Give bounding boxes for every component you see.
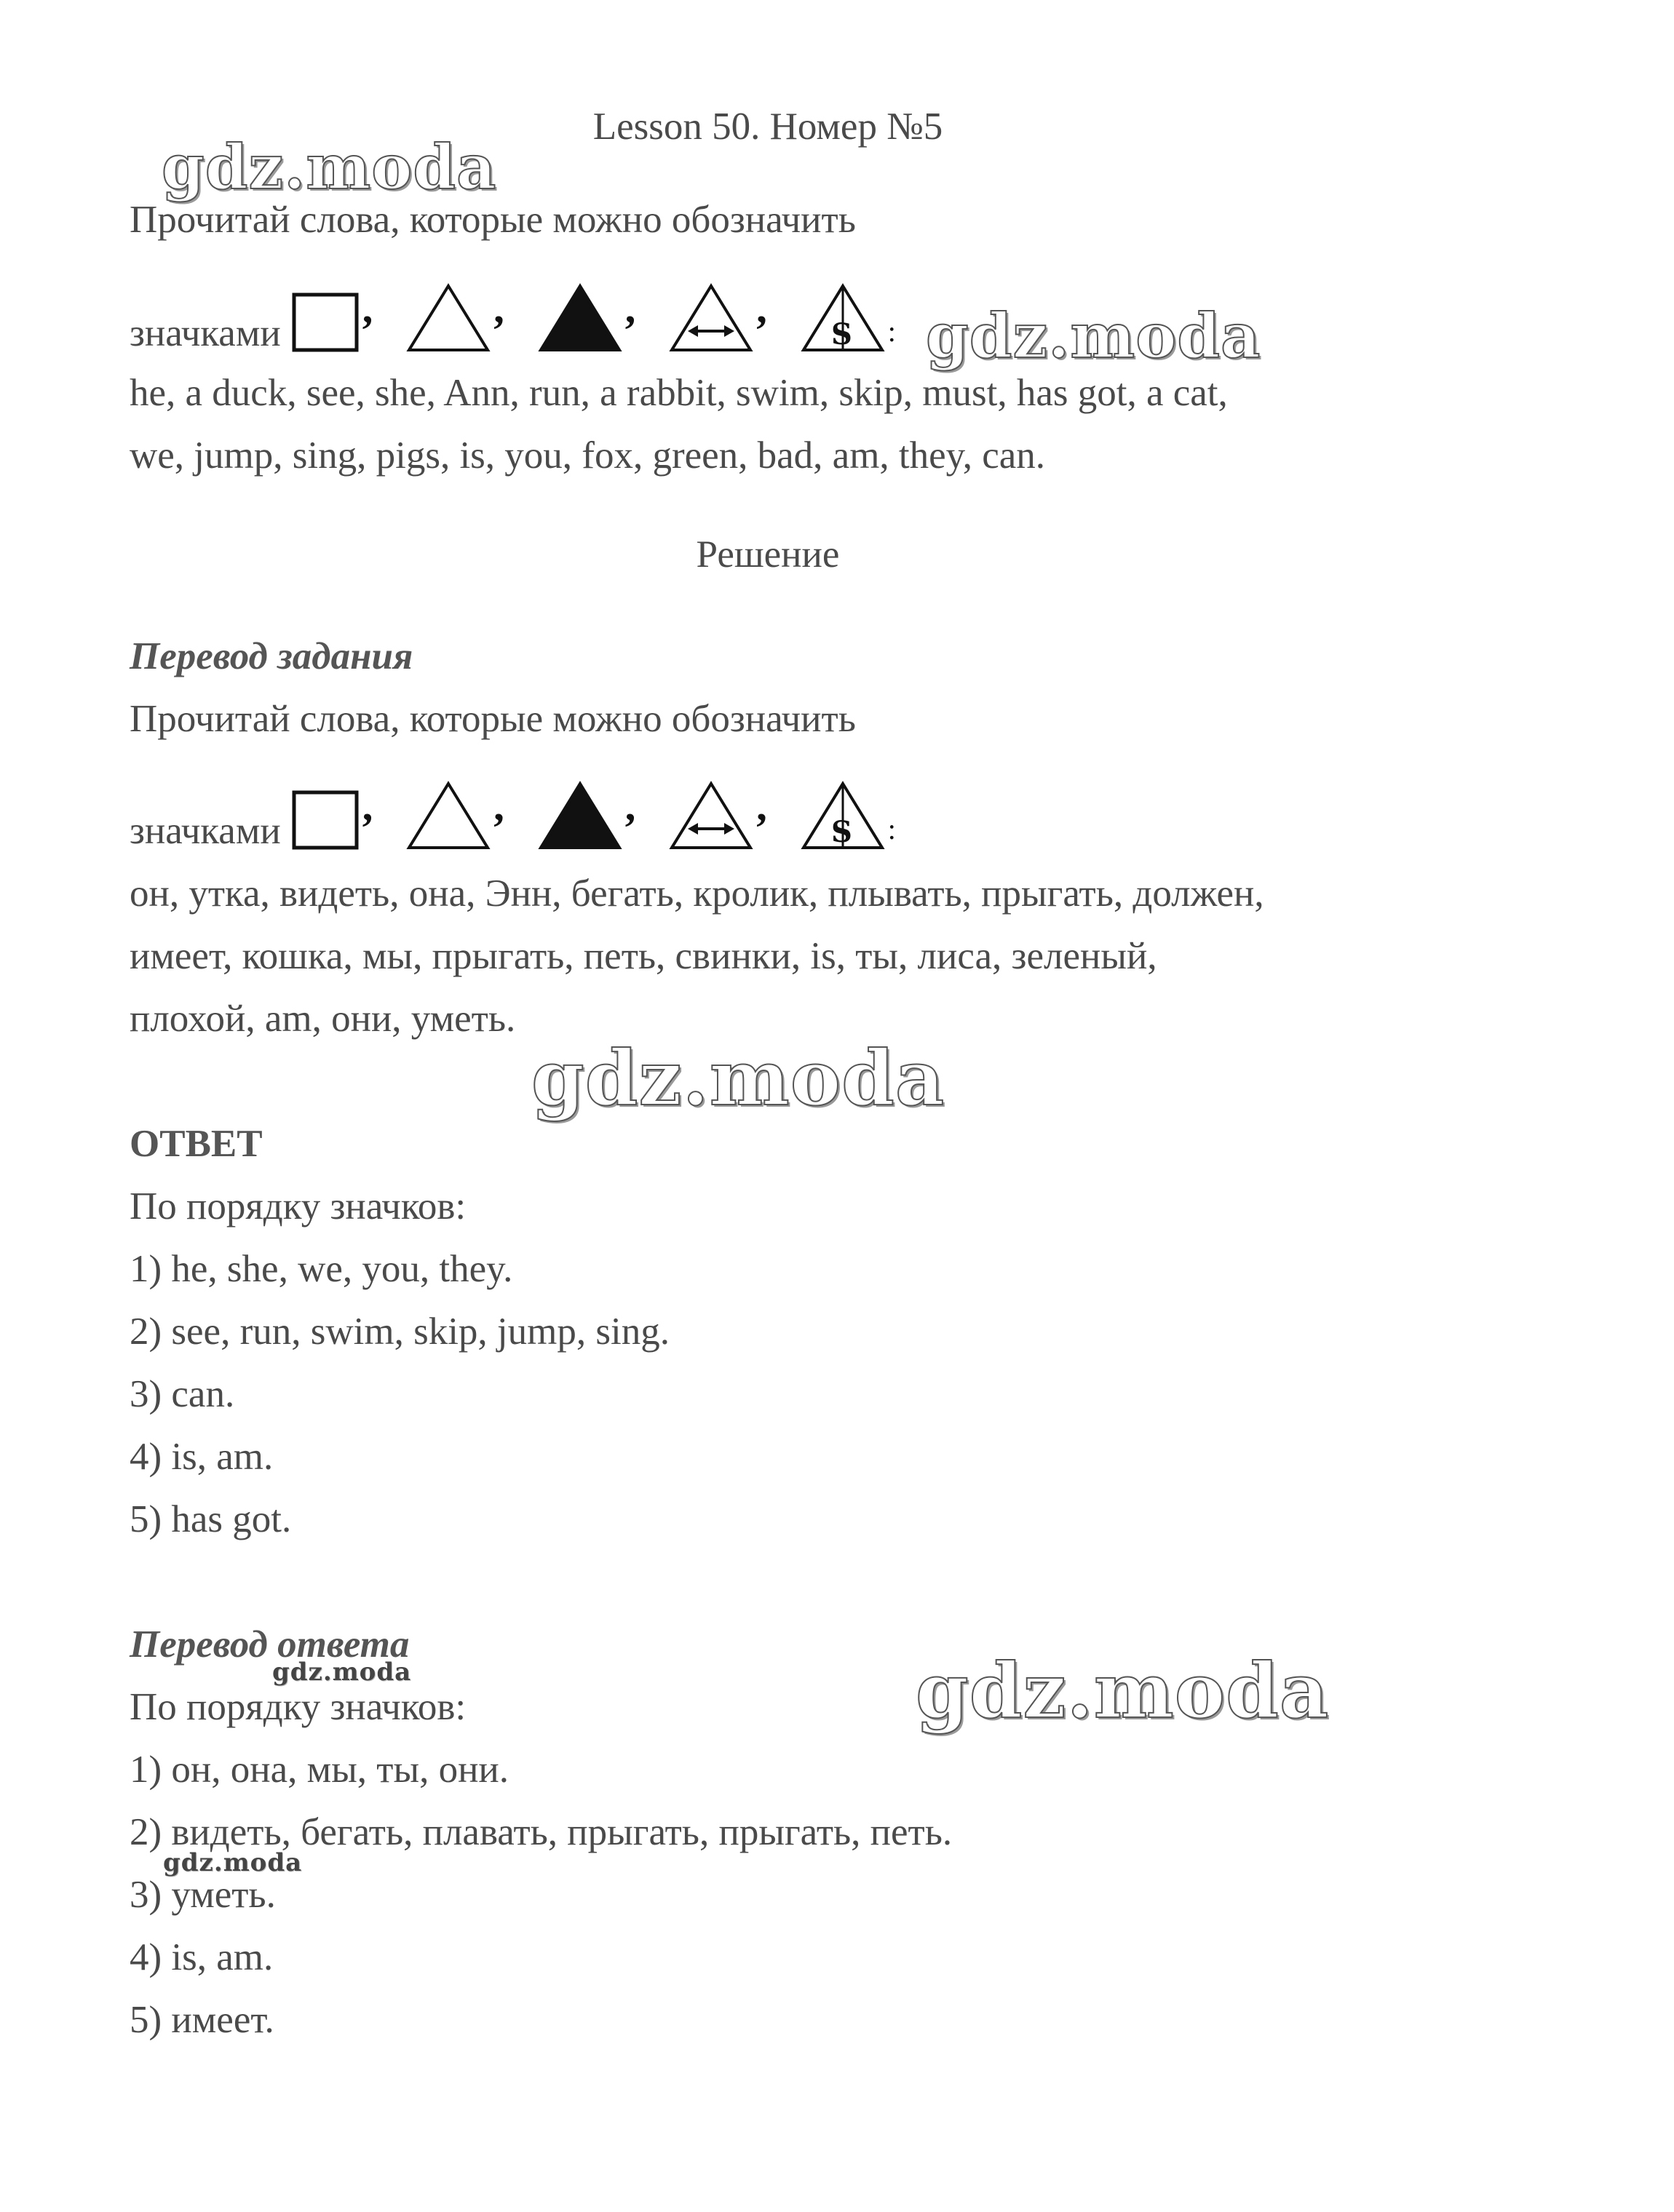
task-instruction: Прочитай слова, которые можно обозначить — [130, 199, 856, 241]
comma: , — [362, 285, 373, 332]
comma: , — [756, 782, 767, 830]
colon: : — [887, 315, 896, 348]
watermark: gdz.moda — [272, 1658, 412, 1687]
watermark: gdz.moda — [531, 1033, 945, 1123]
s-letter: S — [830, 317, 852, 351]
answer-translation-item-1: 1) он, она, мы, ты, они. — [130, 1748, 509, 1791]
answer-translation-item-4: 4) is, am. — [130, 1936, 274, 1978]
answer-intro: По порядку значков: — [130, 1185, 467, 1228]
s-triangle-icon — [801, 283, 885, 357]
task-words-line-2: we, jump, sing, pigs, is, you, fox, green, bad, am, they, can. — [130, 434, 1046, 477]
translation-icons-row — [130, 760, 896, 854]
watermark: gdz.moda — [916, 1646, 1330, 1735]
answer-item-4: 4) is, am. — [130, 1436, 274, 1478]
task-icons-row — [130, 262, 896, 357]
empty-square-icon — [291, 292, 360, 357]
translation-task-instruction: Прочитай слова, которые можно обозначить — [130, 698, 856, 740]
answer-translation-heading: Перевод ответа — [130, 1623, 410, 1666]
s-triangle-icon — [801, 781, 885, 854]
answer-translation-item-3: 3) уметь. — [130, 1874, 276, 1916]
translation-line-1: он, утка, видеть, она, Энн, бегать, кролик, плывать, прыгать, должен, — [130, 872, 1264, 915]
comma: , — [756, 285, 767, 332]
comma: , — [493, 782, 504, 830]
answer-heading: ОТВЕТ — [130, 1123, 263, 1165]
comma: , — [624, 782, 636, 830]
icons-label: значками — [130, 312, 281, 354]
outline-triangle-icon — [406, 283, 491, 357]
translation-line-2: имеет, кошка, мы, прыгать, петь, свинки, is, ты, лиса, зеленый, — [130, 935, 1157, 977]
answer-translation-item-5: 5) имеет. — [130, 1999, 274, 2041]
translation-line-3: плохой, am, они, уметь. — [130, 998, 516, 1040]
answer-item-1: 1) he, she, we, you, they. — [130, 1248, 513, 1290]
icons-label: значками — [130, 810, 281, 852]
translation-task-heading: Перевод задания — [130, 635, 413, 677]
answer-translation-item-2: 2) видеть, бегать, плавать, прыгать, прыгать, петь. — [130, 1811, 953, 1853]
answer-item-3: 3) can. — [130, 1373, 235, 1415]
filled-triangle-icon — [538, 781, 622, 854]
answer-translation-intro: По порядку значков: — [130, 1686, 467, 1728]
comma: , — [362, 782, 373, 830]
comma: , — [493, 285, 504, 332]
answer-item-5: 5) has got. — [130, 1498, 292, 1540]
task-words-line-1: he, a duck, see, she, Ann, run, a rabbit, swim, skip, must, has got, a cat, — [130, 372, 1228, 414]
watermark: gdz.moda — [162, 131, 497, 203]
watermark: gdz.moda — [926, 300, 1261, 372]
answer-item-2: 2) see, run, swim, skip, jump, sing. — [130, 1310, 670, 1353]
solution-heading: Решение — [696, 533, 840, 576]
outline-triangle-icon — [406, 781, 491, 854]
filled-triangle-icon — [538, 283, 622, 357]
arrow-triangle-icon — [669, 283, 753, 357]
arrow-triangle-icon — [669, 781, 753, 854]
colon: : — [887, 813, 896, 846]
page-title: Lesson 50. Номер №5 — [592, 106, 943, 148]
s-letter: S — [830, 815, 852, 849]
watermark: gdz.moda — [163, 1848, 303, 1877]
comma: , — [624, 285, 636, 332]
empty-square-icon — [291, 789, 360, 854]
